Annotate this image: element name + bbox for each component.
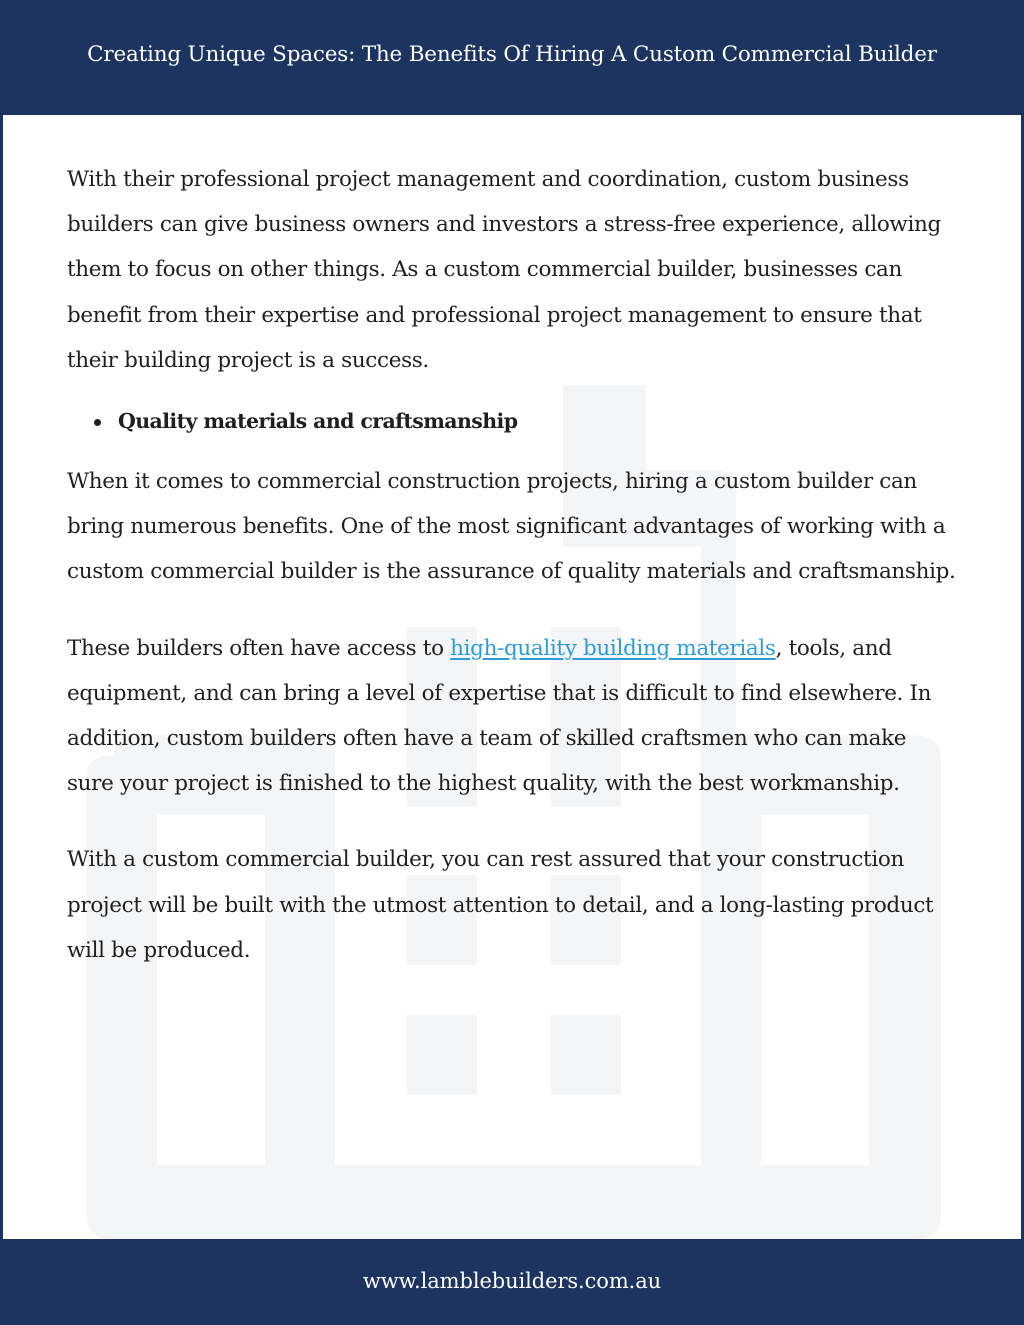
website-url: www.lamblebuilders.com.au <box>362 1269 662 1293</box>
paragraph: When it comes to commercial construction projects, hiring a custom builder can bring numerous benefits. One of the most significant advantages of working with a custom commercial builder is the assurance of quality materials and craftsmanship. <box>67 469 956 585</box>
bullet-list <box>67 404 957 438</box>
paragraph-text: These builders often have access to <box>67 635 451 661</box>
materials-link[interactable]: high-quality building materials <box>450 635 776 661</box>
bullet-dot-icon <box>94 419 101 426</box>
paragraph-text: , tools, and equipment, and can bring a level of expertise that is difficult to find elsewhere. In addition, custom builders often have a team of skilled craftsmen who can make sure your project is finished to the highest quality, with the best workmanship. <box>67 635 932 797</box>
paragraph: With their professional project management and coordination, custom business builders can give business owners and investors a stress-free experience, allowing them to focus on other things. As a custom commercial builder, businesses can benefit from their expertise and professional project management to ensure that their building project is a success. <box>67 167 941 373</box>
page-footer <box>0 1241 1024 1325</box>
bullet-item-label: Quality materials and craftsmanship <box>118 409 518 434</box>
page-header <box>0 0 1024 112</box>
paragraph: With a custom commercial builder, you can rest assured that your construction project will be built with the utmost attention to detail, and a long-lasting product will be produced. <box>67 847 934 963</box>
document-page <box>2 114 1022 1240</box>
article-body <box>67 157 957 973</box>
paragraph <box>67 626 957 807</box>
page-title: Creating Unique Spaces: The Benefits Of Hiring A Custom Commercial Builder <box>87 41 937 67</box>
bullet-item <box>67 404 957 438</box>
